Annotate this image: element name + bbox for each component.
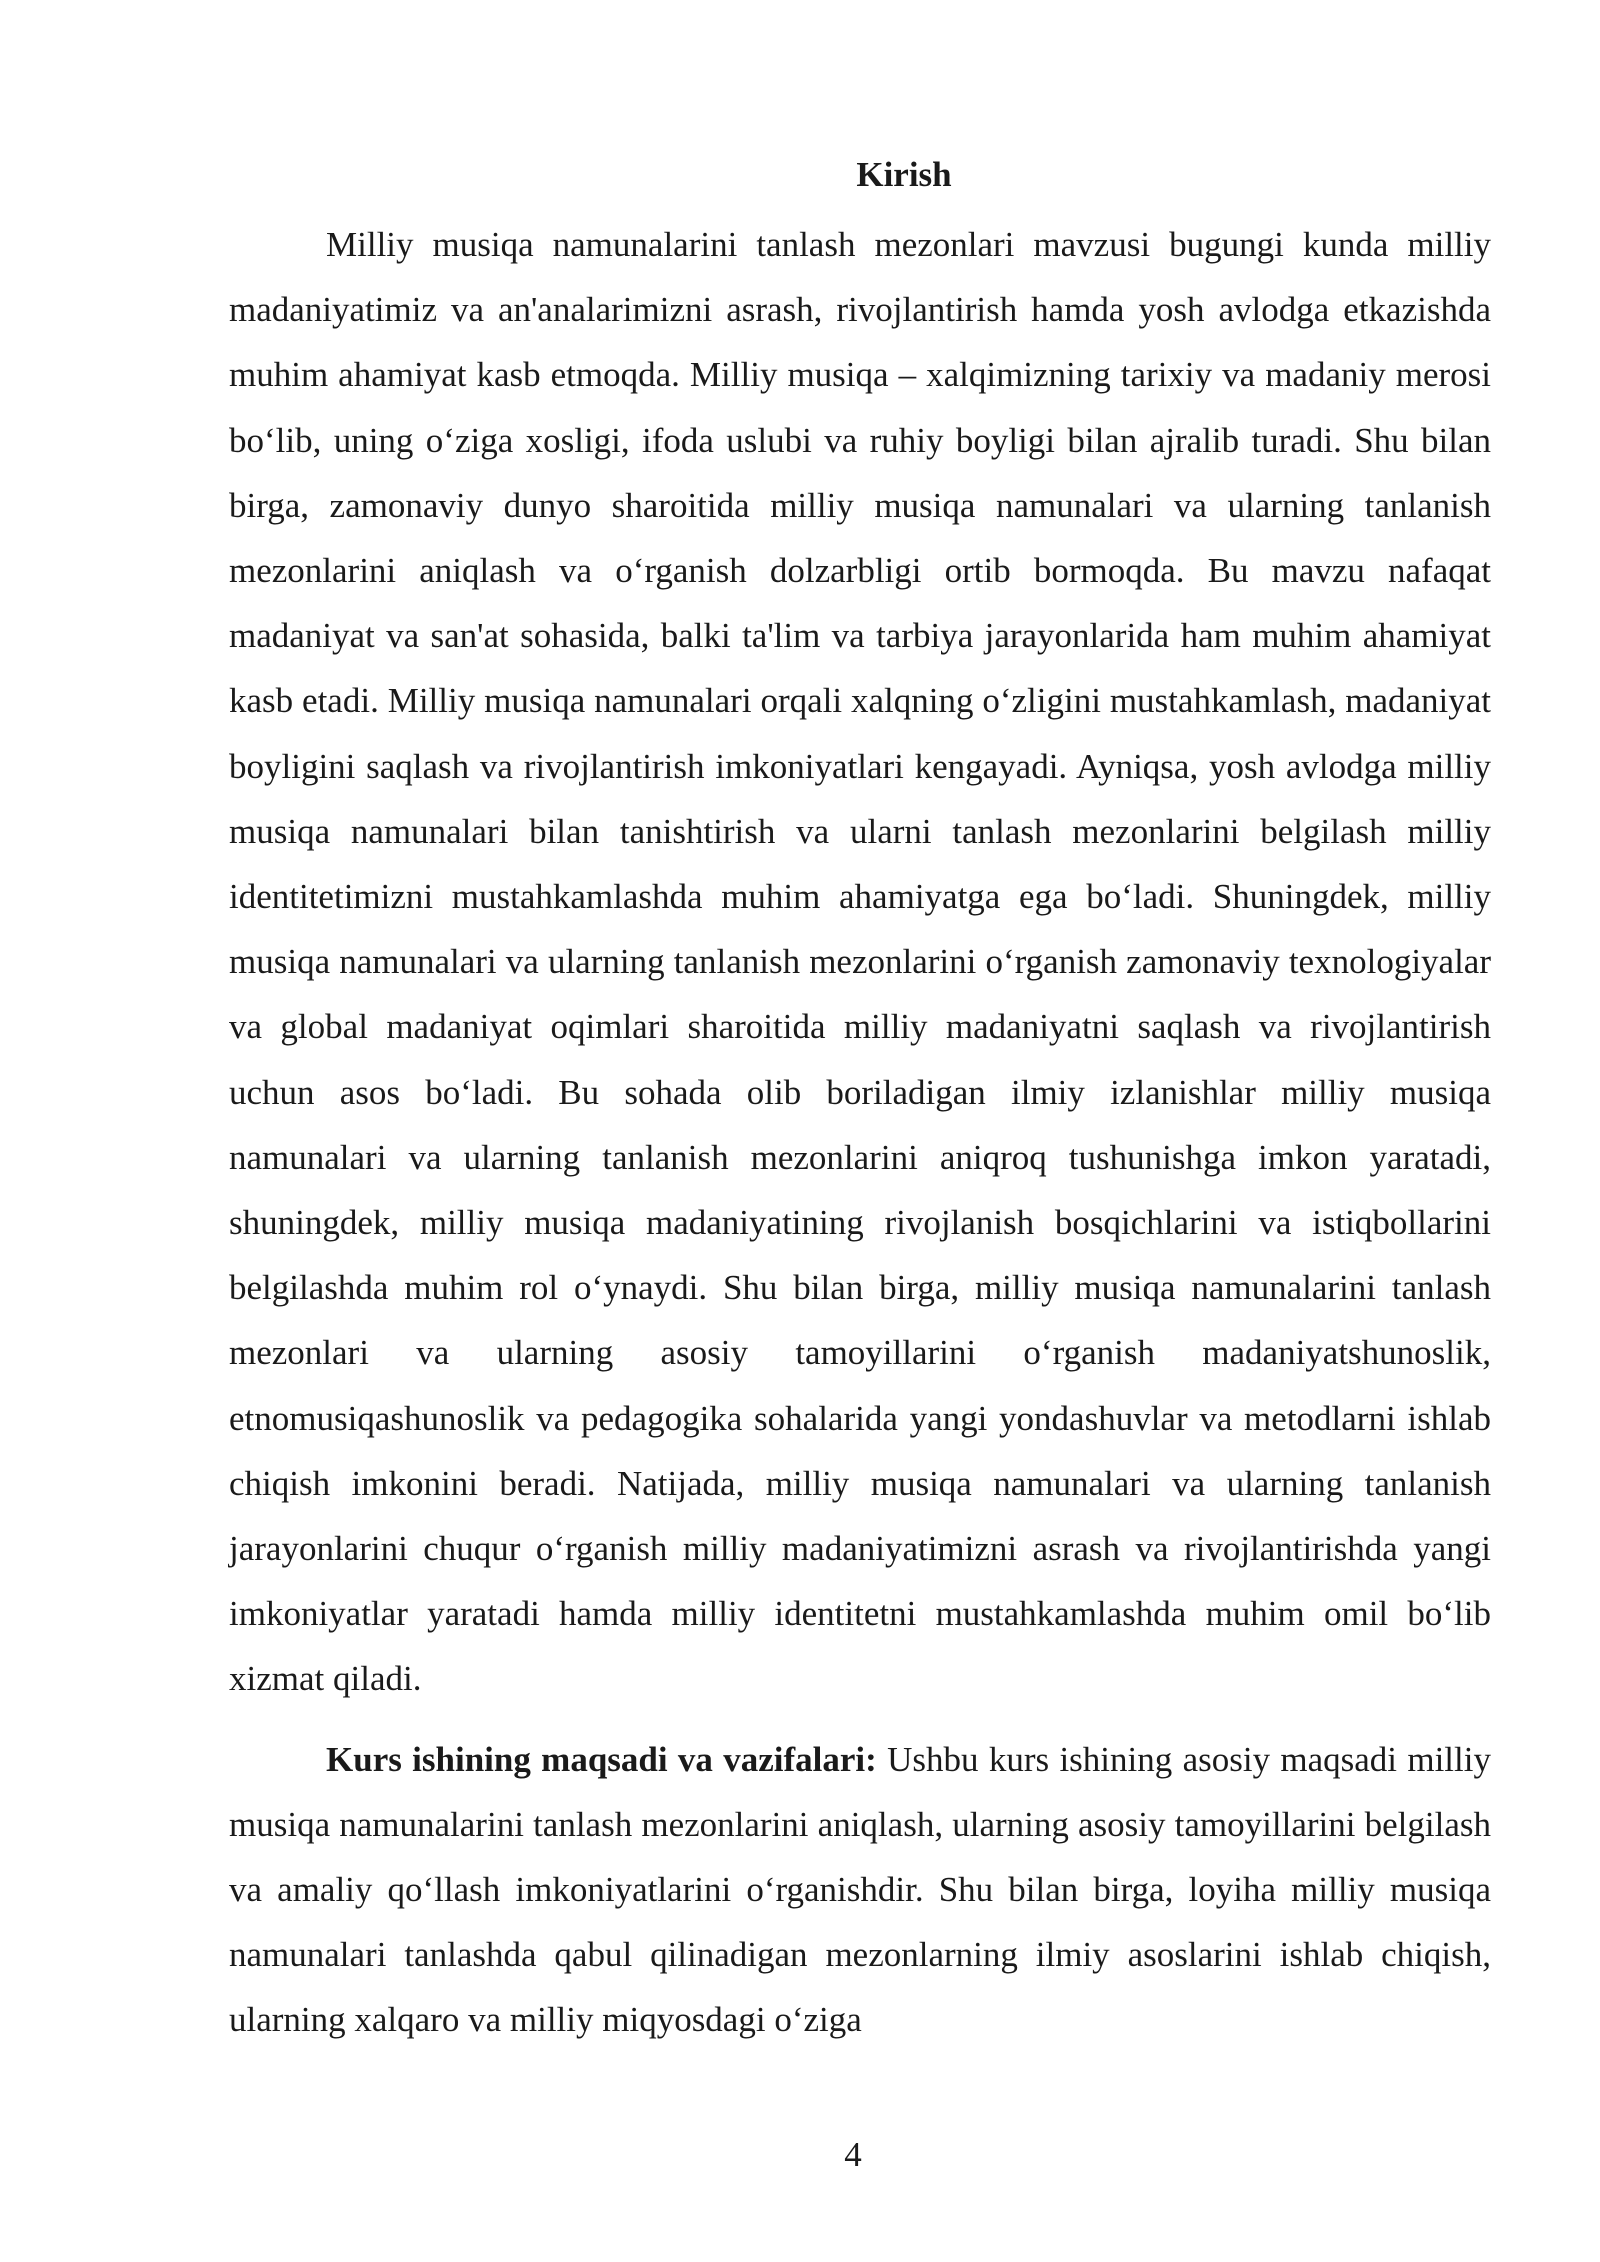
paragraph-text: Ushbu kurs ishining asosiy maqsadi milliy musiqa namunalarini tanlash mezonlarini aniqlash, ularning asosiy tamoyillarini belgilash va amaliy qo‘llash imkoniyatlarini o‘rganishdir. Shu bilan birga, loyiha milliy musiqa namunalari tanlashda qabul qilinadigan mezonlarning ilmiy asoslarini ishlab chiqish, ularning xalqaro va milliy miqyosdagi o‘ziga (229, 1739, 1491, 2040)
goals-paragraph (229, 1727, 1491, 2053)
paragraph-text: Milliy musiqa namunalarini tanlash mezonlari mavzusi bugungi kunda milliy madaniyatimiz va an'analarimizni asrash, rivojlantirish hamda yosh avlodga etkazishda muhim ahamiyat kasb etmoqda. Milliy musiqa – xalqimizning tarixiy va madaniy merosi bo‘lib, uning o‘ziga xosligi, ifoda uslubi va ruhiy boyligi bilan ajralib turadi. Shu bilan birga, zamonaviy dunyo sharoitida milliy musiqa namunalari va ularning tanlanish mezonlarini aniqlash va o‘rganish dolzarbligi ortib bormoqda. Bu mavzu nafaqat madaniyat va san'at sohasida, balki ta'lim va tarbiya jarayonlarida ham muhim ahamiyat kasb etadi. Milliy musiqa namunalari orqali xalqning o‘zligini mustahkamlash, madaniyat boyligini saqlash va rivojlantirish imkoniyatlari kengayadi. Ayniqsa, yosh avlodga milliy musiqa namunalari bilan tanishtirish va ularni tanlash mezonlarini belgilash milliy identitetimizni mustahkamlashda muhim ahamiyatga ega bo‘ladi. Shuningdek, milliy musiqa namunalari va ularning tanlanish mezonlarini o‘rganish zamonaviy texnologiyalar va global madaniyat oqimlari sharoitida milliy madaniyatni saqlash va rivojlantirish uchun asos bo‘ladi. Bu sohada olib boriladigan ilmiy izlanishlar milliy musiqa namunalari va ularning tanlanish mezonlarini aniqroq tushunishga imkon yaratadi, shuningdek, milliy musiqa madaniyatining rivojlanish bosqichlarini va istiqbollarini belgilashda muhim rol o‘ynaydi. Shu bilan birga, milliy musiqa namunalarini tanlash mezonlari va ularning asosiy tamoyillarini o‘rganish madaniyatshunoslik, etnomusiqashunoslik va pedagogika sohalarida yangi yondashuvlar va metodlarni ishlab chiqish imkonini beradi. Natijada, milliy musiqa namunalari va ularning tanlanish jarayonlarini chuqur o‘rganish milliy madaniyatimizni asrash va rivojlantirishda yangi imkoniyatlar yaratadi hamda milliy identitetni mustahkamlashda muhim omil bo‘lib xizmat qiladi. (229, 225, 1491, 1699)
intro-paragraph (229, 212, 1491, 1712)
page-number: 4 (844, 2135, 862, 2174)
paragraph-lead: Kurs ishining maqsadi va vazifalari: (326, 1739, 877, 1779)
section-title: Kirish (856, 155, 952, 194)
page-content (229, 146, 1491, 2053)
